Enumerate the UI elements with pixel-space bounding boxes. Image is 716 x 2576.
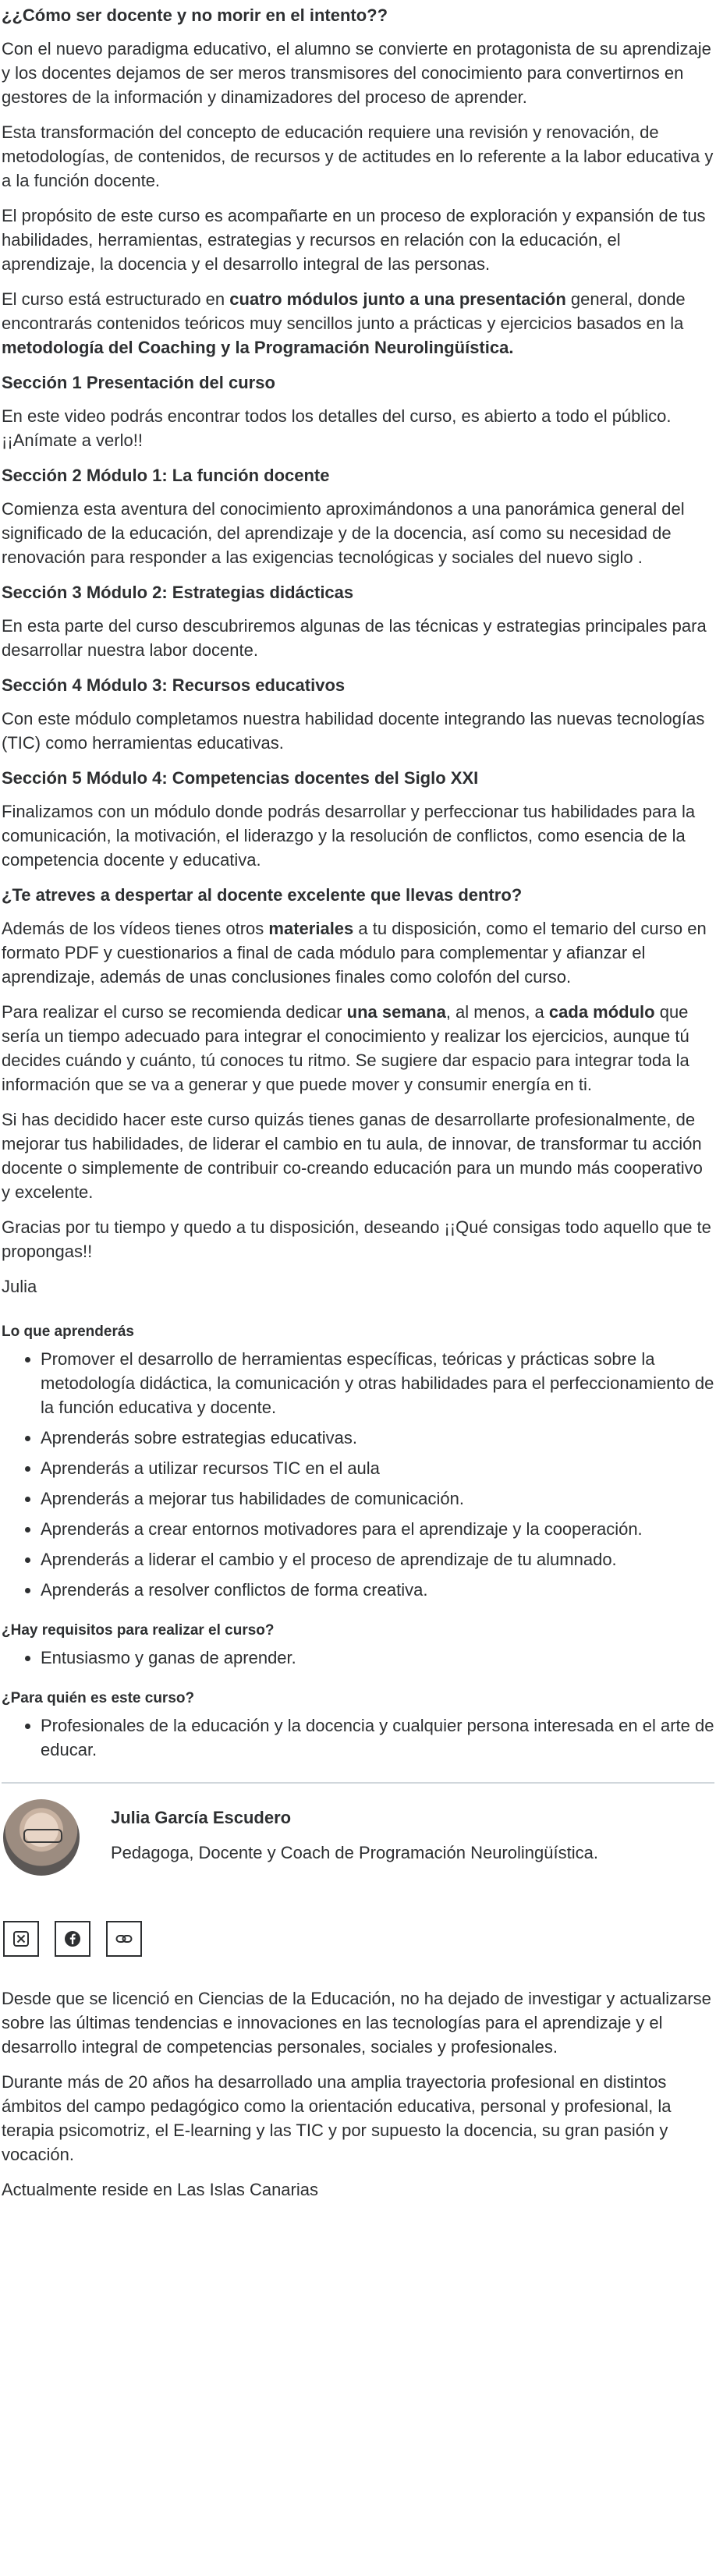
- description-title: ¿¿Cómo ser docente y no morir en el intento??: [2, 5, 388, 25]
- description-paragraph: El propósito de este curso es acompañarte en un proceso de exploración y expansión de tus habilidades, herramientas, estrategias y recursos en relación con la educación, el aprendizaje, la docencia y el desarrollo integral de las personas.: [2, 206, 706, 274]
- description-paragraph: Gracias por tu tiempo y quedo a tu disposición, deseando ¡¡Qué consigas todo aquello que te propongas!!: [2, 1217, 711, 1261]
- x-button[interactable]: [3, 1921, 39, 1957]
- link-button[interactable]: [106, 1921, 142, 1957]
- social-links: [3, 1921, 714, 1957]
- divider: [2, 1782, 714, 1784]
- requirements-list: [2, 1646, 714, 1670]
- instructor-bio: Durante más de 20 años ha desarrollado una amplia trayectoria profesional en distintos ámbitos del campo pedagógico como la orientación educativa, personal y profesional, la terapia psicomotriz, el E-learning y las TIC y por supuesto la docencia, su gran pasión y vocación.: [2, 2072, 672, 2164]
- facebook-button[interactable]: [55, 1921, 90, 1957]
- instructor-card: [2, 1799, 714, 1876]
- section-title: Sección 3 Módulo 2: Estrategias didácticas: [2, 583, 354, 602]
- list-item: • Aprenderás a liderar el cambio y el proceso de aprendizaje de tu alumnado.: [41, 1547, 714, 1571]
- section-text: En este video podrás encontrar todos los detalles del curso, es abierto a todo el público. ¡¡Anímate a verlo!!: [2, 406, 672, 450]
- requirements-title: ¿Hay requisitos para realizar el curso?: [2, 1622, 275, 1639]
- list-item: • Entusiasmo y ganas de aprender.: [41, 1646, 714, 1670]
- description-paragraph: Para realizar el curso se recomienda dedicar una semana, al menos, a cada módulo que sería un tiempo adecuado para integrar el conocimiento y realizar los ejercicios, aunque tú decides cuándo y cuánto, tú conoces tu ritmo. Se sugiere dar espacio para integrar toda la información que se va a generar y que puede mover y consumir energía en ti.: [2, 1002, 689, 1094]
- list-item: • Aprenderás a resolver conflictos de forma creativa.: [41, 1578, 714, 1602]
- learn-list: [2, 1347, 714, 1602]
- section-text: Finalizamos con un módulo donde podrás desarrollar y perfeccionar tus habilidades para la comunicación, la motivación, el liderazgo y la resolución de conflictos, como esencia de la competencia docente y educativa.: [2, 802, 696, 870]
- description-paragraph: Si has decidido hacer este curso quizás tienes ganas de desarrollarte profesionalmente, de mejorar tus habilidades, de liderar el cambio en tu aula, de innovar, de transformar tu acción docente o simplemente de contribuir co-creando educación para un mundo más cooperativo y excelente.: [2, 1110, 703, 1202]
- section-title: Sección 5 Módulo 4: Competencias docentes del Siglo XXI: [2, 768, 479, 788]
- avatar[interactable]: [3, 1799, 80, 1876]
- list-item: • Profesionales de la educación y la docencia y cualquier persona interesada en el arte de educar.: [41, 1713, 714, 1762]
- learn-title: Lo que aprenderás: [2, 1323, 134, 1340]
- audience-title: ¿Para quién es este curso?: [2, 1690, 195, 1706]
- question-title: ¿Te atreves a despertar al docente excelente que llevas dentro?: [2, 885, 523, 905]
- list-item: • Aprenderás a crear entornos motivadores para el aprendizaje y la cooperación.: [41, 1517, 714, 1541]
- section-text: En esta parte del curso descubriremos algunas de las técnicas y estrategias principales para desarrollar nuestra labor docente.: [2, 616, 707, 660]
- section-title: Sección 1 Presentación del curso: [2, 373, 275, 392]
- signature: Julia: [2, 1277, 37, 1296]
- description-paragraph: Esta transformación del concepto de educación requiere una revisión y renovación, de metodologías, de contenidos, de recursos y de actitudes en lo referente a la labor educativa y a la función docente.: [2, 122, 714, 190]
- list-item: • Aprenderás a mejorar tus habilidades de comunicación.: [41, 1486, 714, 1511]
- section-text: Comienza esta aventura del conocimiento aproximándonos a una panorámica general del significado de la educación, del aprendizaje y de la docencia, así como su necesidad de renovación para responder a las exigencias tecnológicas y sociales del nuevo siglo .: [2, 499, 685, 567]
- section-title: Sección 2 Módulo 1: La función docente: [2, 466, 330, 485]
- facebook-icon: [63, 1929, 82, 1948]
- instructor-name[interactable]: Julia García Escudero: [111, 1808, 292, 1827]
- audience-list: [2, 1713, 714, 1762]
- description-paragraph: Además de los vídeos tienes otros materiales a tu disposición, como el temario del curso en formato PDF y cuestionarios a final de cada módulo para complementar y afianzar el aprendizaje, además de unas conclusiones finales como colofón del curso.: [2, 919, 707, 987]
- x-icon: [12, 1929, 30, 1948]
- list-item: • Promover el desarrollo de herramientas específicas, teóricas y prácticas sobre la metodología didáctica, la comunicación y otras habilidades para el perfeccionamiento de la función educativa y docente.: [41, 1347, 714, 1419]
- description-paragraph: El curso está estructurado en cuatro módulos junto a una presentación general, donde encontrarás contenidos teóricos muy sencillos junto a prácticas y ejercicios basados en la metodología del Coaching y la Programación Neurolingüística.: [2, 289, 686, 357]
- list-item: • Aprenderás a utilizar recursos TIC en el aula: [41, 1456, 714, 1480]
- section-text: Con este módulo completamos nuestra habilidad docente integrando las nuevas tecnologías (TIC) como herramientas educativas.: [2, 709, 705, 753]
- description-paragraph: Con el nuevo paradigma educativo, el alumno se convierte en protagonista de su aprendizaje y los docentes dejamos de ser meros transmisores del conocimiento para convertirnos en gestores de la información y dinamizadores del proceso de aprender.: [2, 39, 711, 107]
- instructor-info: [111, 1799, 598, 1876]
- list-item: • Aprenderás sobre estrategias educativas.: [41, 1426, 714, 1450]
- section-title: Sección 4 Módulo 3: Recursos educativos: [2, 675, 346, 695]
- instructor-bio: Desde que se licenció en Ciencias de la Educación, no ha dejado de investigar y actualizarse sobre las últimas tendencias e innovaciones en las tecnologías para el aprendizaje y el desarrollo integral de competencias personales, sociales y profesionales.: [2, 1989, 711, 2057]
- link-icon: [115, 1929, 133, 1948]
- instructor-bio: Actualmente reside en Las Islas Canarias: [2, 2180, 318, 2199]
- instructor-role: Pedagoga, Docente y Coach de Programación Neurolingüística.: [111, 1843, 598, 1862]
